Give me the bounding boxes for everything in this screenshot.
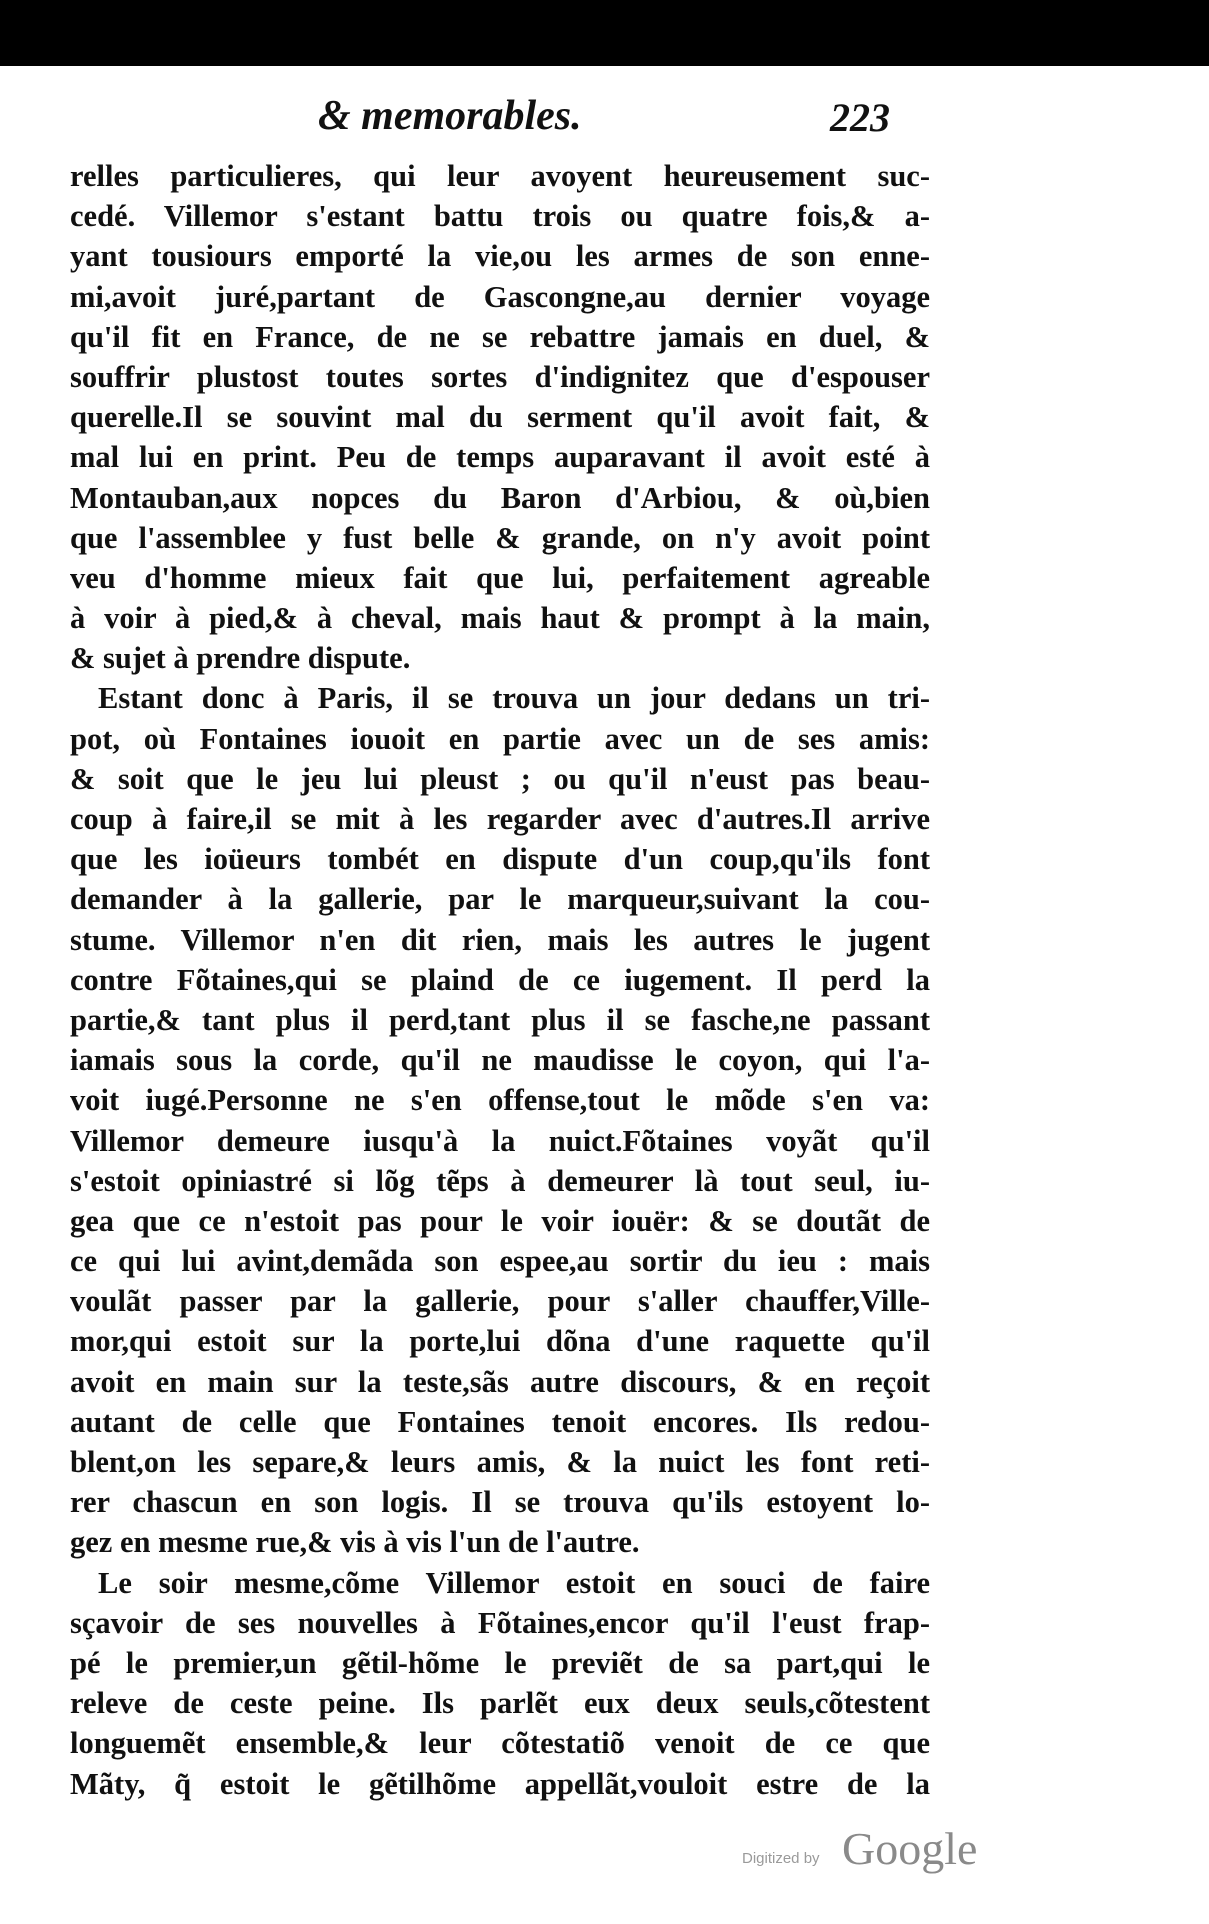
- digitized-by-label: Digitized by: [742, 1850, 820, 1867]
- text-line: rer chascun en son logis. Il se trouva qu'ils estoyent lo-: [70, 1485, 930, 1520]
- text-line: querelle.Il se souvint mal du serment qu'il avoit fait, &: [70, 400, 930, 435]
- text-line: que l'assemblee y fust belle & grande, on n'y avoit point: [70, 520, 930, 555]
- text-line: demander à la gallerie, par le marqueur,suivant la cou-: [70, 882, 930, 917]
- text-line: yant tousiours emporté la vie,ou les armes de son enne-: [70, 239, 930, 274]
- text-line: relles particulieres, qui leur avoyent heureusement suc-: [70, 159, 930, 193]
- text-line: Mãty, q̃ estoit le gẽtilhõme appellãt,vouloit estre de la: [70, 1766, 930, 1801]
- text-line: blent,on les separe,& leurs amis, & la nuict les font reti-: [70, 1445, 930, 1479]
- text-line: stume. Villemor n'en dit rien, mais les autres le jugent: [70, 922, 930, 957]
- text-line: souffrir plustost toutes sortes d'indignitez que d'espouser: [70, 359, 930, 394]
- page-number: 223: [830, 95, 890, 140]
- text-line: longuemẽt ensemble,& leur cõtestatiõ venoit de ce que: [70, 1726, 930, 1761]
- text-line: releve de ceste peine. Ils parlẽt eux deux seuls,cõtestent: [70, 1686, 930, 1721]
- text-line: que les ioüeurs tombét en dispute d'un coup,qu'ils font: [70, 842, 930, 877]
- text-line: mor,qui estoit sur la porte,lui dõna d'une raquette qu'il: [70, 1324, 930, 1359]
- text-line: contre Fõtaines,qui se plaind de ce iugement. Il perd la: [70, 962, 930, 997]
- text-line: mal lui en print. Peu de temps auparavant il avoit esté à: [70, 440, 930, 475]
- text-line: voulãt passer par la gallerie, pour s'aller chauffer,Ville-: [70, 1284, 930, 1319]
- text-line: sçavoir de ses nouvelles à Fõtaines,encor qu'il l'eust frap-: [70, 1605, 930, 1640]
- text-line: voit iugé.Personne ne s'en offense,tout le mõde s'en va:: [70, 1083, 930, 1118]
- text-line: avoit en main sur la teste,sãs autre discours, & en reçoit: [70, 1364, 930, 1399]
- text-line: & soit que le jeu lui pleust ; ou qu'il n'eust pas beau-: [70, 761, 930, 796]
- text-line: Estant donc à Paris, il se trouva un jour dedans un tri-: [98, 681, 930, 716]
- text-line: & sujet à prendre dispute.: [70, 641, 411, 676]
- text-line: s'estoit opiniastré si lõg tẽps à demeurer là tout seul, iu-: [70, 1163, 930, 1198]
- running-head: [0, 92, 1209, 162]
- text-line: iamais sous la corde, qu'il ne maudisse le coyon, qui l'a-: [70, 1043, 930, 1078]
- scan-top-border: [0, 0, 1209, 66]
- running-head-title: & memorables.: [318, 93, 582, 139]
- text-line: ce qui lui avint,demãda son espee,au sortir du ieu : mais: [70, 1244, 930, 1279]
- text-line: pot, où Fontaines iouoit en partie avec un de ses amis:: [70, 721, 930, 756]
- text-line: pé le premier,un gẽtil-hõme le previẽt de sa part,qui le: [70, 1645, 930, 1680]
- text-line: à voir à pied,& à cheval, mais haut & prompt à la main,: [70, 601, 930, 636]
- text-line: coup à faire,il se mit à les regarder avec d'autres.Il arrive: [70, 802, 930, 836]
- text-line: Le soir mesme,cõme Villemor estoit en souci de faire: [98, 1565, 930, 1600]
- text-line: veu d'homme mieux fait que lui, perfaitement agreable: [70, 560, 930, 595]
- google-logo: Google: [842, 1823, 978, 1874]
- text-line: autant de celle que Fontaines tenoit encores. Ils redou-: [70, 1404, 930, 1439]
- text-line: Villemor demeure iusqu'à la nuict.Fõtaines voyãt qu'il: [70, 1123, 930, 1158]
- text-line: qu'il fit en France, de ne se rebattre jamais en duel, &: [70, 319, 930, 354]
- text-line: Montauban,aux nopces du Baron d'Arbiou, & où,bien: [70, 480, 930, 515]
- text-line: mi,avoit juré,partant de Gascongne,au dernier voyage: [70, 279, 930, 314]
- text-line: cedé. Villemor s'estant battu trois ou quatre fois,& a-: [70, 199, 930, 234]
- text-line: partie,& tant plus il perd,tant plus il se fasche,ne passant: [70, 1002, 930, 1037]
- body-text: [70, 156, 930, 1804]
- text-line: gea que ce n'estoit pas pour le voir iouër: & se doutãt de: [70, 1203, 930, 1238]
- text-line: gez en mesme rue,& vis à vis l'un de l'autre.: [70, 1525, 640, 1560]
